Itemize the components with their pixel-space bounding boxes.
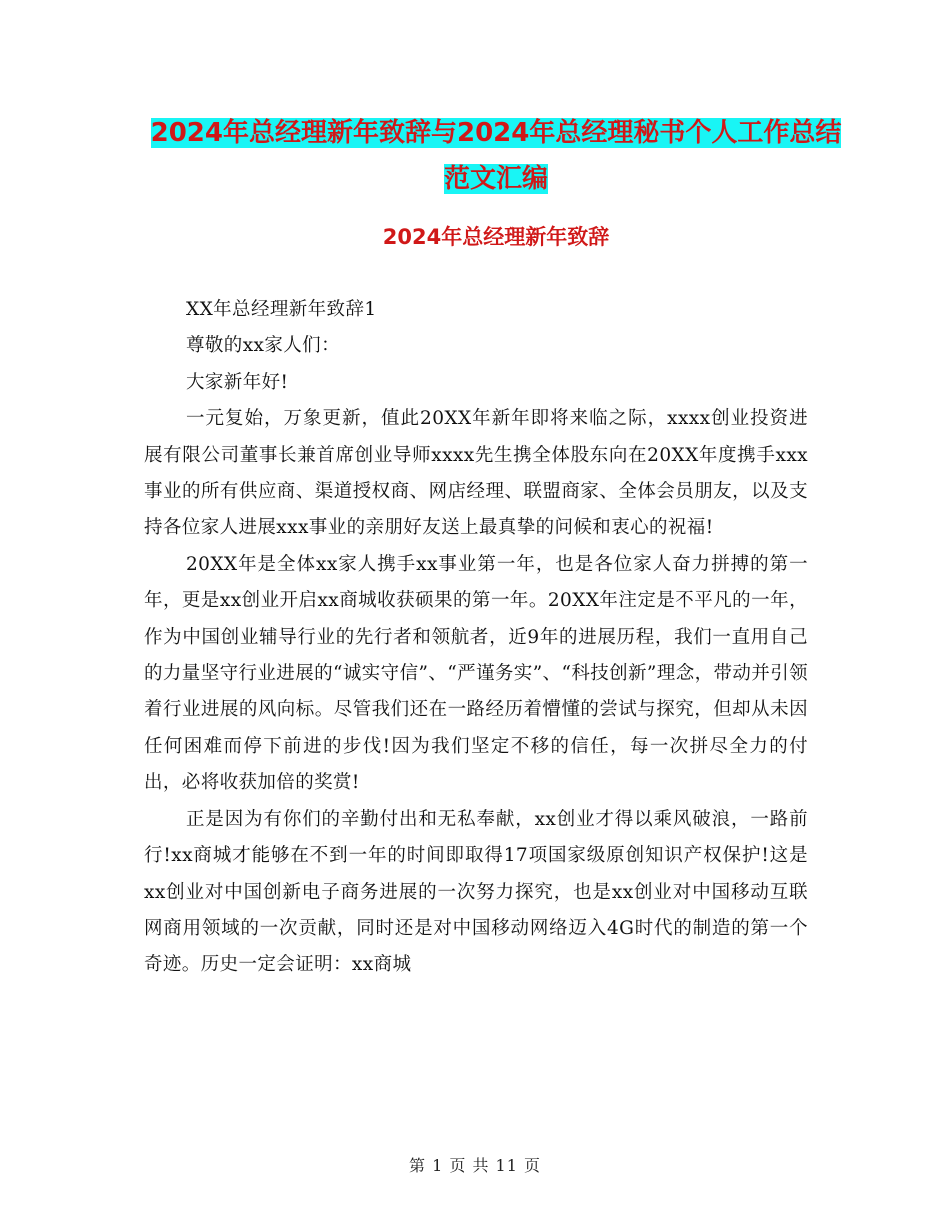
document-body — [144, 292, 808, 984]
paragraph: 尊敬的xx家人们： — [186, 335, 340, 357]
paragraph: 大家新年好! — [186, 371, 289, 393]
paragraph: 一元复始，万象更新，值此20XX年新年即将来临之际，xxxx创业投资进展有限公司董事长兼首席创业导师xxxx先生携全体股东向在20XX年度携手xxx事业的所有供应商、渠道授权商、网店经理、联盟商家、全体会员朋友，以及支持各位家人进展xxx事业的亲朋好友送上最真挚的问候和衷心的祝福! — [144, 408, 808, 539]
document-title-text: 2024年总经理新年致辞与2024年总经理秘书个人工作总结范文汇编 — [150, 118, 842, 194]
paragraph: XX年总经理新年致辞1 — [186, 299, 377, 320]
page-footer: 第 1 页 共 11 页 — [409, 1156, 541, 1175]
paragraph: 正是因为有你们的辛勤付出和无私奉献，xx创业才得以乘风破浪，一路前行!xx商城才能够在不到一年的时间即取得17项国家级原创知识产权保护!这是xx创业对中国创新电子商务进展的一次努力探究，也是xx创业对中国移动互联网商用领域的一次贡献，同时还是对中国移动网络迈入4G时代的制造的第一个奇迹。历史一定会证明：xx商城 — [144, 808, 808, 976]
document-title — [140, 110, 852, 202]
section-title: 2024年总经理新年致辞 — [382, 225, 610, 249]
paragraph: 20XX年是全体xx家人携手xx事业第一年，也是各位家人奋力拼搏的第一年，更是xx创业开启xx商城收获硕果的第一年。20XX年注定是不平凡的一年，作为中国创业辅导行业的先行者和领航者，近9年的进展历程，我们一直用自己的力量坚守行业进展的“诚实守信”、“严谨务实”、“科技创新”理念，带动并引领着行业进展的风向标。尽管我们还在一路经历着懵懂的尝试与探究，但却从未因任何困难而停下前进的步伐!因为我们坚定不移的信任，每一次拼尽全力的付出，必将收获加倍的奖赏! — [144, 553, 808, 794]
